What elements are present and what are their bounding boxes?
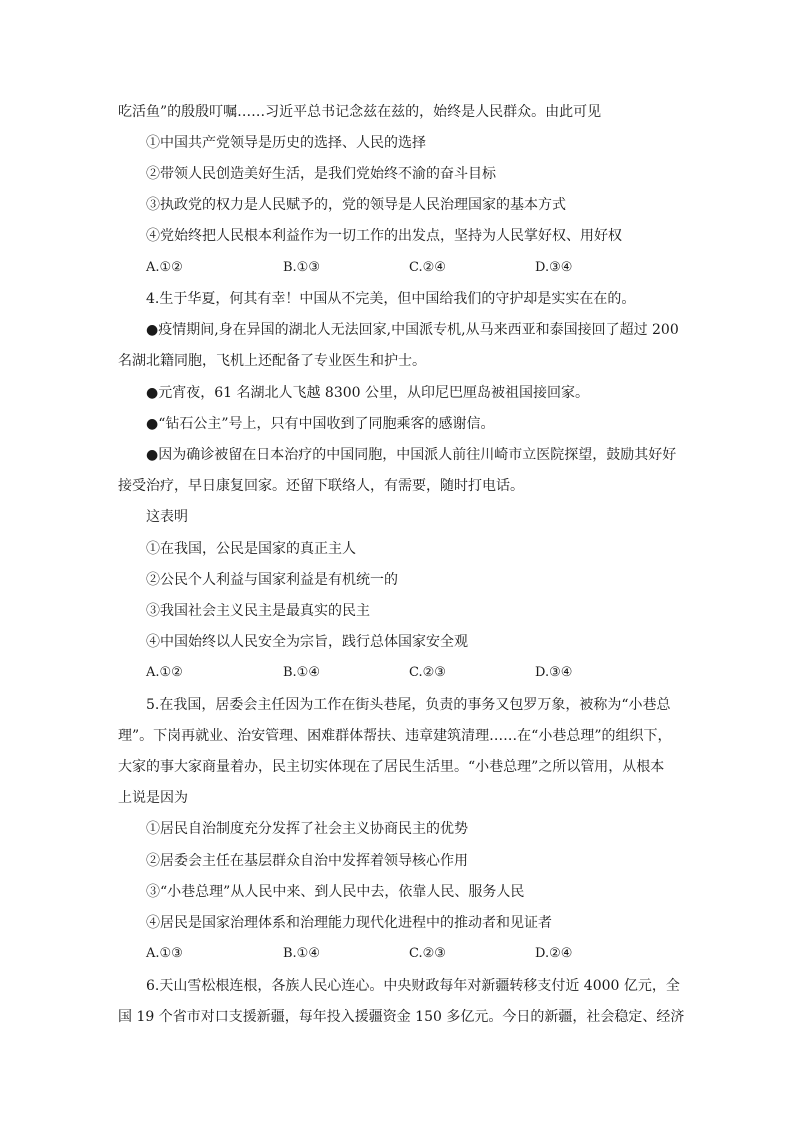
q3-statement-1: ①中国共产党领导是历史的选择、人民的选择 bbox=[146, 135, 426, 151]
q6-stem-line-1: 6.天山雪松根连根，各族人民心连心。中央财政每年对新疆转移支付近 4000 亿元，全 bbox=[146, 978, 680, 994]
q5-stem-line-3: 大家的事大家商量着办，民主切实体现在了居民生活里。“小巷总理”之所以管用，从根本 bbox=[118, 759, 665, 775]
q3-statement-2: ②带领人民创造美好生活，是我们党始终不渝的奋斗目标 bbox=[146, 166, 496, 182]
q4-option-c[interactable]: C.②③ bbox=[409, 665, 446, 680]
q4-statement-3: ③我国社会主义民主是最真实的民主 bbox=[146, 603, 370, 619]
q4-option-b[interactable]: B.①④ bbox=[283, 665, 320, 680]
q4-bullet-1-cont: 名湖北籍同胞，飞机上还配备了专业医生和护士。 bbox=[118, 353, 426, 369]
q3-option-a[interactable]: A.①② bbox=[146, 260, 183, 275]
q5-option-d[interactable]: D.②④ bbox=[535, 946, 573, 961]
q4-bullet-1: ●疫情期间,身在异国的湖北人无法回家,中国派专机,从马来西亚和泰国接回了超过 200 bbox=[146, 322, 679, 338]
q5-statement-4: ④居民是国家治理体系和治理能力现代化进程中的推动者和见证者 bbox=[146, 915, 552, 931]
q4-lead: 这表明 bbox=[146, 509, 188, 525]
q5-statement-3: ③“小巷总理”从人民中来、到人民中去，依靠人民、服务人民 bbox=[146, 884, 525, 900]
q4-stem: 4.生于华夏，何其有幸！中国从不完美，但中国给我们的守护却是实实在在的。 bbox=[146, 291, 636, 307]
q4-statement-1: ①在我国，公民是国家的真正主人 bbox=[146, 541, 356, 557]
q6-stem-line-2: 国 19 个省市对口支援新疆，每年投入援疆资金 150 多亿元。今日的新疆，社会稳定、经济 bbox=[118, 1009, 685, 1025]
q3-statement-3: ③执政党的权力是人民赋予的，党的领导是人民治理国家的基本方式 bbox=[146, 197, 566, 213]
q4-statement-4: ④中国始终以人民安全为宗旨，践行总体国家安全观 bbox=[146, 634, 468, 650]
q3-stem-tail: 吃活鱼”的殷殷叮嘱……习近平总书记念兹在兹的，始终是人民群众。由此可见 bbox=[118, 104, 602, 120]
q5-stem-line-2: 理”。下岗再就业、治安管理、困难群体帮扶、违章建筑清理……在“小巷总理”的组织下， bbox=[118, 728, 672, 744]
q3-option-d[interactable]: D.③④ bbox=[535, 260, 573, 275]
q5-option-a[interactable]: A.①③ bbox=[146, 946, 183, 961]
q3-option-b[interactable]: B.①③ bbox=[283, 260, 320, 275]
q3-statement-4: ④党始终把人民根本利益作为一切工作的出发点，坚持为人民掌好权、用好权 bbox=[146, 228, 622, 244]
q4-bullet-4: ●因为确诊被留在日本治疗的中国同胞，中国派人前往川崎市立医院探望，鼓励其好好 bbox=[146, 447, 677, 463]
q4-bullet-4-cont: 接受治疗，早日康复回家。还留下联络人，有需要，随时打电话。 bbox=[118, 478, 524, 494]
q3-option-c[interactable]: C.②④ bbox=[409, 260, 446, 275]
q4-bullet-3: ●“钻石公主”号上，只有中国收到了同胞乘客的感谢信。 bbox=[146, 416, 495, 432]
q5-option-b[interactable]: B.①④ bbox=[283, 946, 320, 961]
q5-stem-line-1: 5.在我国，居委会主任因为工作在街头巷尾，负责的事务又包罗万象，被称为“小巷总 bbox=[146, 697, 671, 713]
q5-statement-2: ②居委会主任在基层群众自治中发挥着领导核心作用 bbox=[146, 853, 468, 869]
q5-option-c[interactable]: C.②③ bbox=[409, 946, 446, 961]
q4-statement-2: ②公民个人利益与国家利益是有机统一的 bbox=[146, 572, 398, 588]
q5-stem-line-4: 上说是因为 bbox=[118, 790, 188, 806]
q4-bullet-2: ●元宵夜，61 名湖北人飞越 8300 公里，从印尼巴厘岛被祖国接回家。 bbox=[146, 385, 590, 401]
q5-statement-1: ①居民自治制度充分发挥了社会主义协商民主的优势 bbox=[146, 821, 468, 837]
q4-option-a[interactable]: A.①② bbox=[146, 665, 183, 680]
q4-option-d[interactable]: D.③④ bbox=[535, 665, 573, 680]
